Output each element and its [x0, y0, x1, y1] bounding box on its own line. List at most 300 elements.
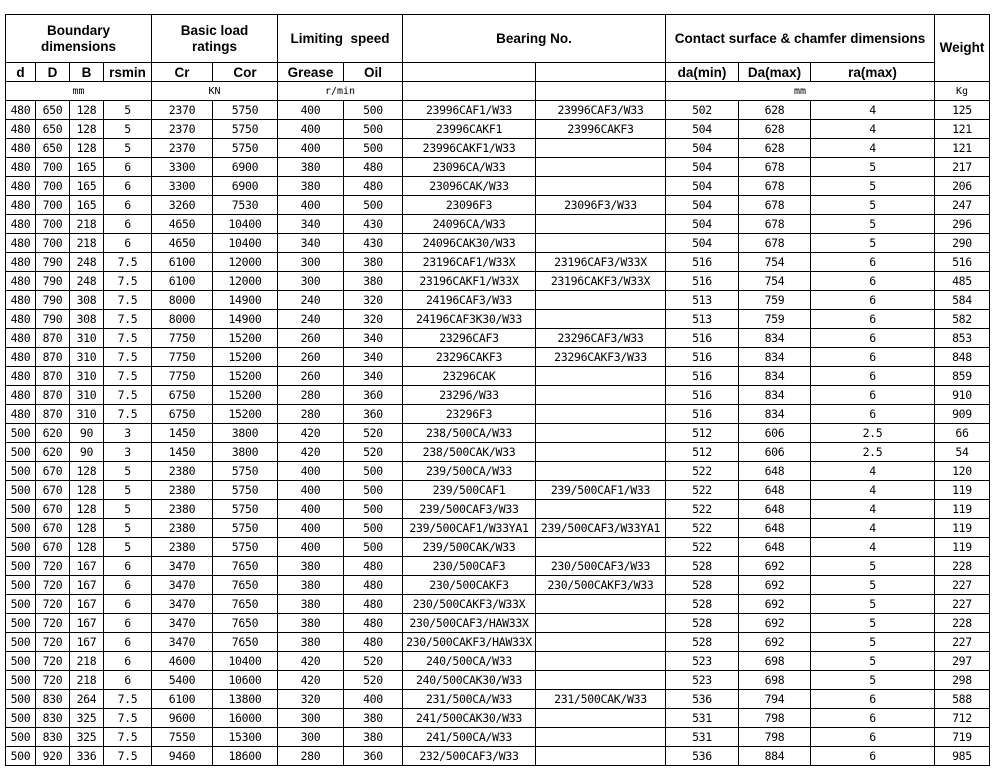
table-cell: [536, 462, 666, 481]
table-cell: 3470: [152, 576, 213, 595]
table-cell: 650: [36, 139, 70, 158]
table-cell: 248: [70, 272, 104, 291]
table-cell: 502: [666, 101, 739, 120]
table-cell: 720: [36, 576, 70, 595]
table-row: [6, 633, 990, 652]
table-cell: 5400: [152, 671, 213, 690]
table-cell: 720: [36, 671, 70, 690]
table-cell: 700: [36, 177, 70, 196]
table-cell: 678: [739, 158, 811, 177]
table-cell: 15200: [213, 405, 278, 424]
table-cell: 520: [344, 671, 403, 690]
boundary-dimensions-header: Boundary dimensions: [6, 15, 152, 63]
table-cell: 227: [935, 595, 990, 614]
table-cell: 13800: [213, 690, 278, 709]
table-cell: 480: [6, 405, 36, 424]
table-cell: 480: [6, 386, 36, 405]
table-cell: 480: [344, 633, 403, 652]
col-da-min: da(min): [666, 63, 739, 82]
table-cell: 310: [70, 405, 104, 424]
table-cell: 6100: [152, 690, 213, 709]
table-cell: 500: [344, 462, 403, 481]
table-cell: 125: [935, 101, 990, 120]
table-cell: 522: [666, 519, 739, 538]
table-cell: 516: [666, 367, 739, 386]
table-cell: [536, 367, 666, 386]
table-cell: 380: [344, 728, 403, 747]
table-cell: 23096F3: [403, 196, 536, 215]
table-row: [6, 671, 990, 690]
table-cell: 7650: [213, 595, 278, 614]
table-cell: 248: [70, 253, 104, 272]
table-cell: 231/500CA/W33: [403, 690, 536, 709]
table-cell: 340: [344, 367, 403, 386]
table-cell: 119: [935, 481, 990, 500]
table-cell: 5750: [213, 519, 278, 538]
weight-header: Weight: [935, 15, 990, 82]
table-cell: 500: [6, 557, 36, 576]
table-cell: 23996CAKF1: [403, 120, 536, 139]
table-cell: 500: [6, 709, 36, 728]
table-cell: [536, 310, 666, 329]
table-cell: 15200: [213, 348, 278, 367]
table-cell: 2380: [152, 500, 213, 519]
table-cell: [536, 291, 666, 310]
table-cell: [536, 538, 666, 557]
table-cell: 380: [278, 177, 344, 196]
table-cell: 522: [666, 481, 739, 500]
table-row: [6, 139, 990, 158]
table-cell: 480: [6, 215, 36, 234]
table-cell: 239/500CAF3/W33YA1: [536, 519, 666, 538]
table-cell: 3: [104, 424, 152, 443]
table-cell: 500: [6, 595, 36, 614]
table-cell: 167: [70, 595, 104, 614]
table-cell: 5750: [213, 462, 278, 481]
table-cell: 480: [6, 234, 36, 253]
table-cell: 480: [6, 272, 36, 291]
table-cell: 830: [36, 690, 70, 709]
table-cell: 4: [811, 120, 935, 139]
table-cell: 500: [344, 101, 403, 120]
table-row: [6, 177, 990, 196]
table-cell: 480: [344, 177, 403, 196]
table-cell: 678: [739, 234, 811, 253]
table-cell: 5750: [213, 481, 278, 500]
table-cell: 692: [739, 595, 811, 614]
table-row: [6, 291, 990, 310]
table-cell: 340: [344, 329, 403, 348]
table-cell: 513: [666, 291, 739, 310]
table-cell: 240/500CA/W33: [403, 652, 536, 671]
table-cell: 794: [739, 690, 811, 709]
unit-weight: Kg: [935, 82, 990, 101]
table-cell: 5750: [213, 500, 278, 519]
table-row: [6, 576, 990, 595]
table-cell: [536, 158, 666, 177]
table-cell: 238/500CA/W33: [403, 424, 536, 443]
table-cell: 6: [811, 405, 935, 424]
table-cell: 15200: [213, 386, 278, 405]
table-cell: 6: [104, 234, 152, 253]
table-cell: 3260: [152, 196, 213, 215]
table-cell: 870: [36, 405, 70, 424]
table-row: [6, 272, 990, 291]
table-row: [6, 500, 990, 519]
table-cell: 239/500CAK/W33: [403, 538, 536, 557]
table-row: [6, 443, 990, 462]
table-row: [6, 101, 990, 120]
table-cell: 380: [344, 253, 403, 272]
table-cell: 360: [344, 386, 403, 405]
table-cell: 5: [104, 519, 152, 538]
table-cell: 5: [811, 234, 935, 253]
table-cell: 167: [70, 557, 104, 576]
table-cell: 218: [70, 671, 104, 690]
table-cell: 720: [36, 633, 70, 652]
table-cell: [536, 747, 666, 766]
table-cell: 648: [739, 500, 811, 519]
table-row: [6, 215, 990, 234]
table-cell: 6: [104, 576, 152, 595]
table-cell: 528: [666, 614, 739, 633]
table-cell: 206: [935, 177, 990, 196]
table-cell: 400: [344, 690, 403, 709]
table-cell: 628: [739, 101, 811, 120]
table-cell: 480: [6, 253, 36, 272]
table-cell: 790: [36, 310, 70, 329]
table-cell: 23296/W33: [403, 386, 536, 405]
table-cell: 2370: [152, 101, 213, 120]
table-cell: 884: [739, 747, 811, 766]
table-cell: 5: [104, 481, 152, 500]
table-cell: 5: [811, 576, 935, 595]
table-cell: 516: [666, 348, 739, 367]
table-cell: 7750: [152, 329, 213, 348]
table-cell: 7.5: [104, 367, 152, 386]
table-cell: 7750: [152, 367, 213, 386]
table-cell: 853: [935, 329, 990, 348]
table-cell: 5: [104, 139, 152, 158]
table-cell: 500: [6, 614, 36, 633]
table-cell: 3470: [152, 614, 213, 633]
table-cell: 720: [36, 557, 70, 576]
table-cell: 985: [935, 747, 990, 766]
table-row: [6, 196, 990, 215]
table-cell: 23196CAF1/W33X: [403, 253, 536, 272]
table-cell: 700: [36, 234, 70, 253]
col-D: D: [36, 63, 70, 82]
col-rsmin: rsmin: [104, 63, 152, 82]
table-row: [6, 424, 990, 443]
col-cr: Cr: [152, 63, 213, 82]
table-cell: 500: [344, 196, 403, 215]
table-cell: 848: [935, 348, 990, 367]
table-cell: 528: [666, 595, 739, 614]
table-cell: 310: [70, 367, 104, 386]
table-cell: 720: [36, 652, 70, 671]
table-cell: 6100: [152, 272, 213, 291]
table-cell: 5750: [213, 538, 278, 557]
unit-load: KN: [152, 82, 278, 101]
table-cell: 5: [811, 215, 935, 234]
table-cell: 2370: [152, 120, 213, 139]
table-cell: 834: [739, 329, 811, 348]
table-cell: 7.5: [104, 272, 152, 291]
table-cell: 759: [739, 291, 811, 310]
table-body: [6, 101, 990, 766]
basic-load-ratings-header: Basic load ratings: [152, 15, 278, 63]
table-cell: 500: [344, 500, 403, 519]
table-cell: 3470: [152, 595, 213, 614]
table-cell: 420: [278, 443, 344, 462]
table-cell: 227: [935, 633, 990, 652]
table-cell: 870: [36, 348, 70, 367]
table-cell: 520: [344, 652, 403, 671]
table-cell: 165: [70, 196, 104, 215]
table-cell: 10400: [213, 652, 278, 671]
table-cell: 400: [278, 500, 344, 519]
table-cell: 6: [104, 158, 152, 177]
unit-speed: r/min: [278, 82, 403, 101]
table-cell: 400: [278, 538, 344, 557]
table-cell: 720: [36, 614, 70, 633]
table-cell: 23296CAF3: [403, 329, 536, 348]
table-row: [6, 348, 990, 367]
table-cell: 340: [344, 348, 403, 367]
table-cell: 308: [70, 310, 104, 329]
table-row: [6, 652, 990, 671]
table-cell: 678: [739, 177, 811, 196]
table-cell: 23096CA/W33: [403, 158, 536, 177]
table-cell: 320: [344, 291, 403, 310]
table-cell: 4: [811, 538, 935, 557]
table-cell: 165: [70, 177, 104, 196]
table-cell: 7650: [213, 614, 278, 633]
table-cell: 325: [70, 728, 104, 747]
table-cell: 6: [811, 690, 935, 709]
table-cell: 7.5: [104, 405, 152, 424]
table-cell: 7650: [213, 576, 278, 595]
table-cell: 14900: [213, 310, 278, 329]
table-row: [6, 614, 990, 633]
table-cell: 500: [6, 500, 36, 519]
table-cell: 10600: [213, 671, 278, 690]
table-row: [6, 253, 990, 272]
table-cell: 15200: [213, 367, 278, 386]
table-cell: 10400: [213, 234, 278, 253]
table-cell: [536, 633, 666, 652]
table-cell: 298: [935, 671, 990, 690]
table-cell: 8000: [152, 310, 213, 329]
table-cell: 128: [70, 101, 104, 120]
table-cell: 480: [344, 158, 403, 177]
table-cell: 340: [278, 215, 344, 234]
table-row: [6, 557, 990, 576]
table-cell: 308: [70, 291, 104, 310]
table-cell: 500: [344, 139, 403, 158]
table-cell: 4: [811, 462, 935, 481]
table-cell: 512: [666, 424, 739, 443]
table-cell: 360: [344, 405, 403, 424]
table-cell: 280: [278, 405, 344, 424]
table-cell: 500: [6, 519, 36, 538]
table-cell: 5: [811, 158, 935, 177]
table-cell: 700: [36, 215, 70, 234]
table-cell: 500: [6, 633, 36, 652]
table-cell: 582: [935, 310, 990, 329]
table-cell: 606: [739, 424, 811, 443]
table-cell: 6750: [152, 386, 213, 405]
table-cell: 500: [6, 690, 36, 709]
table-cell: 380: [278, 557, 344, 576]
table-cell: 516: [666, 386, 739, 405]
table-cell: 920: [36, 747, 70, 766]
table-cell: 790: [36, 291, 70, 310]
bearing-spec-table: [5, 14, 990, 766]
table-cell: 5: [104, 120, 152, 139]
table-cell: 523: [666, 671, 739, 690]
table-cell: 480: [6, 348, 36, 367]
table-cell: 325: [70, 709, 104, 728]
table-cell: 23996CAF3/W33: [536, 101, 666, 120]
table-cell: 3: [104, 443, 152, 462]
table-row: [6, 329, 990, 348]
table-cell: 4: [811, 481, 935, 500]
table-cell: 670: [36, 538, 70, 557]
table-cell: 7.5: [104, 709, 152, 728]
unit-dims: mm: [6, 82, 152, 101]
table-row: [6, 462, 990, 481]
table-cell: 239/500CAF1/W33YA1: [403, 519, 536, 538]
table-row: [6, 747, 990, 766]
table-cell: 167: [70, 633, 104, 652]
table-cell: 7650: [213, 557, 278, 576]
table-cell: 6: [811, 709, 935, 728]
table-row: [6, 481, 990, 500]
table-cell: 24196CAF3/W33: [403, 291, 536, 310]
table-cell: 66: [935, 424, 990, 443]
table-cell: 238/500CAK/W33: [403, 443, 536, 462]
table-cell: 5: [811, 614, 935, 633]
table-cell: 54: [935, 443, 990, 462]
table-cell: 400: [278, 519, 344, 538]
column-header-row: [6, 63, 990, 82]
table-cell: 6900: [213, 158, 278, 177]
table-cell: 430: [344, 234, 403, 253]
table-cell: 230/500CAF3/W33: [536, 557, 666, 576]
table-cell: 7650: [213, 633, 278, 652]
table-cell: 480: [6, 367, 36, 386]
bearing-no-header: Bearing No.: [403, 15, 666, 63]
table-cell: 698: [739, 652, 811, 671]
table-cell: 3300: [152, 177, 213, 196]
table-cell: 7.5: [104, 310, 152, 329]
table-cell: 7750: [152, 348, 213, 367]
table-cell: 6: [104, 671, 152, 690]
table-cell: 23296CAKF3: [403, 348, 536, 367]
table-cell: 260: [278, 329, 344, 348]
table-cell: 227: [935, 576, 990, 595]
table-cell: 480: [344, 557, 403, 576]
table-cell: 23996CAKF3: [536, 120, 666, 139]
table-cell: 790: [36, 272, 70, 291]
table-cell: 18600: [213, 747, 278, 766]
table-cell: 400: [278, 101, 344, 120]
table-cell: 1450: [152, 424, 213, 443]
table-cell: 6750: [152, 405, 213, 424]
table-cell: 16000: [213, 709, 278, 728]
table-row: [6, 120, 990, 139]
table-cell: 380: [278, 595, 344, 614]
table-cell: 5750: [213, 101, 278, 120]
table-cell: 239/500CAF1/W33: [536, 481, 666, 500]
table-row: [6, 386, 990, 405]
table-cell: 500: [6, 671, 36, 690]
table-cell: 628: [739, 120, 811, 139]
col-bearing-no-2: [536, 63, 666, 82]
unit-bearing-2: [536, 82, 666, 101]
table-cell: 240: [278, 310, 344, 329]
table-cell: 504: [666, 215, 739, 234]
table-cell: 528: [666, 633, 739, 652]
table-cell: 400: [278, 481, 344, 500]
table-cell: 420: [278, 424, 344, 443]
col-d: d: [6, 63, 36, 82]
table-cell: 5: [811, 652, 935, 671]
table-cell: 834: [739, 405, 811, 424]
table-cell: 296: [935, 215, 990, 234]
table-cell: 909: [935, 405, 990, 424]
table-cell: 230/500CAKF3/HAW33X: [403, 633, 536, 652]
col-grease: Grease: [278, 63, 344, 82]
table-cell: 4: [811, 500, 935, 519]
table-cell: 23296CAF3/W33: [536, 329, 666, 348]
table-cell: 217: [935, 158, 990, 177]
table-cell: 7.5: [104, 747, 152, 766]
table-cell: 23996CAF1/W33: [403, 101, 536, 120]
table-cell: 15200: [213, 329, 278, 348]
table-cell: [536, 234, 666, 253]
table-cell: 480: [344, 614, 403, 633]
table-cell: 264: [70, 690, 104, 709]
table-cell: 24096CAK30/W33: [403, 234, 536, 253]
table-cell: 280: [278, 747, 344, 766]
table-cell: 648: [739, 519, 811, 538]
table-cell: 119: [935, 538, 990, 557]
table-cell: 700: [36, 158, 70, 177]
table-cell: 230/500CAKF3: [403, 576, 536, 595]
table-cell: 504: [666, 120, 739, 139]
table-cell: 480: [6, 158, 36, 177]
table-cell: 500: [6, 538, 36, 557]
table-cell: 260: [278, 348, 344, 367]
table-cell: 6: [811, 747, 935, 766]
table-cell: 6: [811, 272, 935, 291]
table-cell: [536, 500, 666, 519]
table-cell: 692: [739, 614, 811, 633]
table-cell: 650: [36, 101, 70, 120]
table-cell: 2380: [152, 462, 213, 481]
table-cell: 700: [36, 196, 70, 215]
table-cell: 830: [36, 709, 70, 728]
table-cell: 7.5: [104, 348, 152, 367]
table-cell: 522: [666, 500, 739, 519]
table-cell: 678: [739, 215, 811, 234]
table-cell: [536, 177, 666, 196]
contact-surface-header: Contact surface & chamfer dimensions: [666, 15, 935, 63]
table-cell: 280: [278, 386, 344, 405]
